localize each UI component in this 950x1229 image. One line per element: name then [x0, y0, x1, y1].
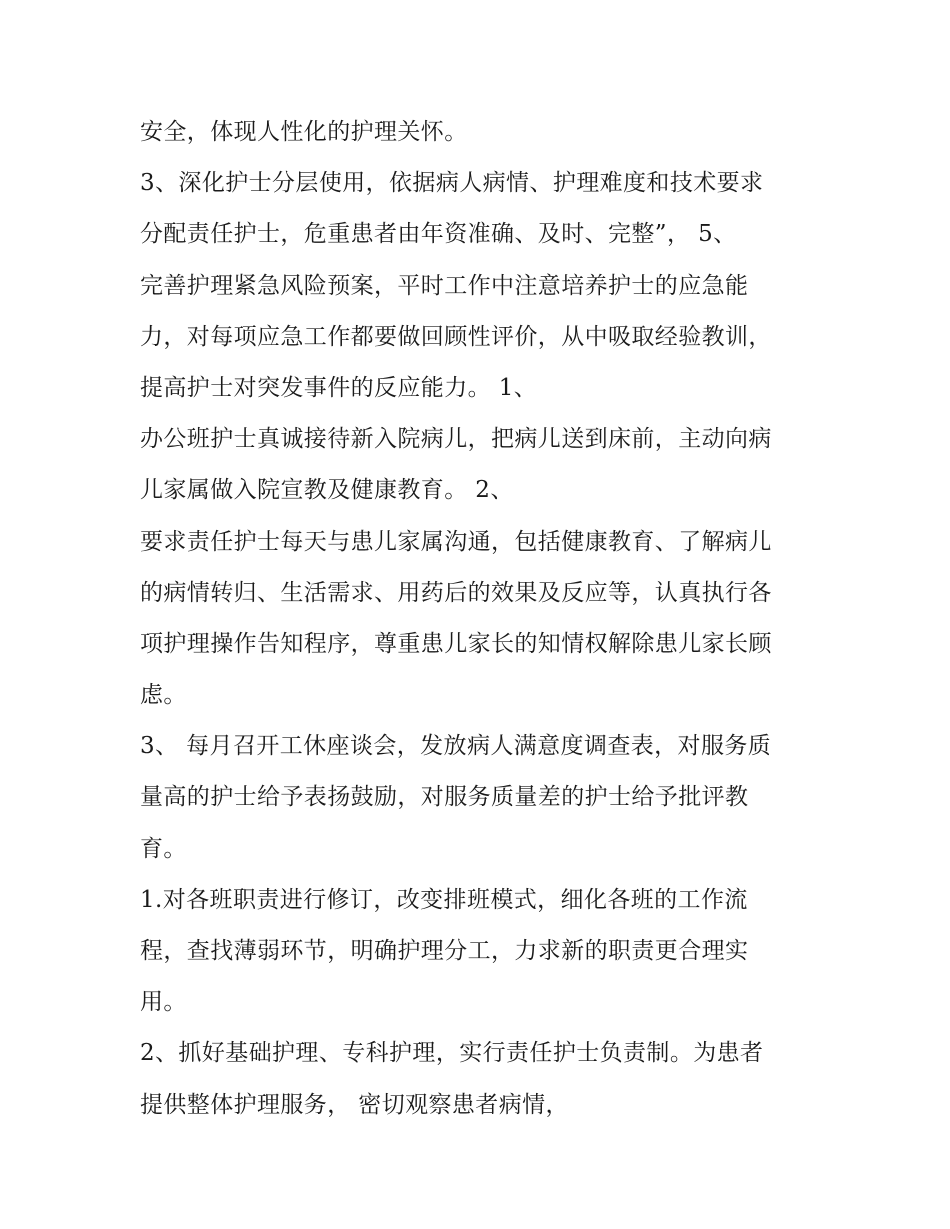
text-line: 要求责任护士每天与患儿家属沟通，包括健康教育、了解病儿	[140, 528, 772, 555]
text-line: 力，对每项应急工作都要做回顾性评价，从中吸取经验教训，	[140, 323, 772, 350]
text-line: 安全，体现人性化的护理关怀。	[140, 119, 468, 145]
text-line: 3、深化护士分层使用，依据病人病情、护理难度和技术要求	[140, 170, 764, 197]
text-line: 用。	[140, 989, 187, 1016]
text-line: 育。	[140, 835, 187, 862]
text-line: 完善护理紧急风险预案，平时工作中注意培养护士的应急能	[140, 272, 749, 299]
text-line: 提高护士对突发事件的反应能力。 1、	[140, 374, 538, 401]
text-line: 1.对各班职责进行修订，改变排班模式，细化各班的工作流	[140, 886, 748, 913]
text-line: 分配责任护士，危重患者由年资准确、及时、完整”， 5、	[140, 221, 737, 248]
text-line: 儿家属做入院宣教及健康教育。 2、	[140, 477, 514, 504]
text-line: 程，查找薄弱环节，明确护理分工，力求新的职责更合理实	[140, 938, 749, 964]
text-line: 的病情转归、生活需求、用药后的效果及反应等，认真执行各	[140, 579, 772, 606]
text-line: 提供整体护理服务， 密切观察患者病情，	[140, 1091, 569, 1118]
text-line: 量高的护士给予表扬鼓励，对服务质量差的护士给予批评教	[140, 784, 749, 811]
document-body	[140, 107, 830, 1131]
text-line: 办公班护士真诚接待新入院病儿，把病儿送到床前，主动向病	[140, 426, 772, 453]
text-line: 虑。	[140, 682, 187, 709]
text-line: 3、 每月召开工休座谈会，发放病人满意度调查表，对服务质	[140, 733, 772, 760]
text-line: 2、抓好基础护理、专科护理，实行责任护士负责制。为患者	[140, 1040, 764, 1067]
text-line: 项护理操作告知程序，尊重患儿家长的知情权解除患儿家长顾	[140, 630, 772, 657]
